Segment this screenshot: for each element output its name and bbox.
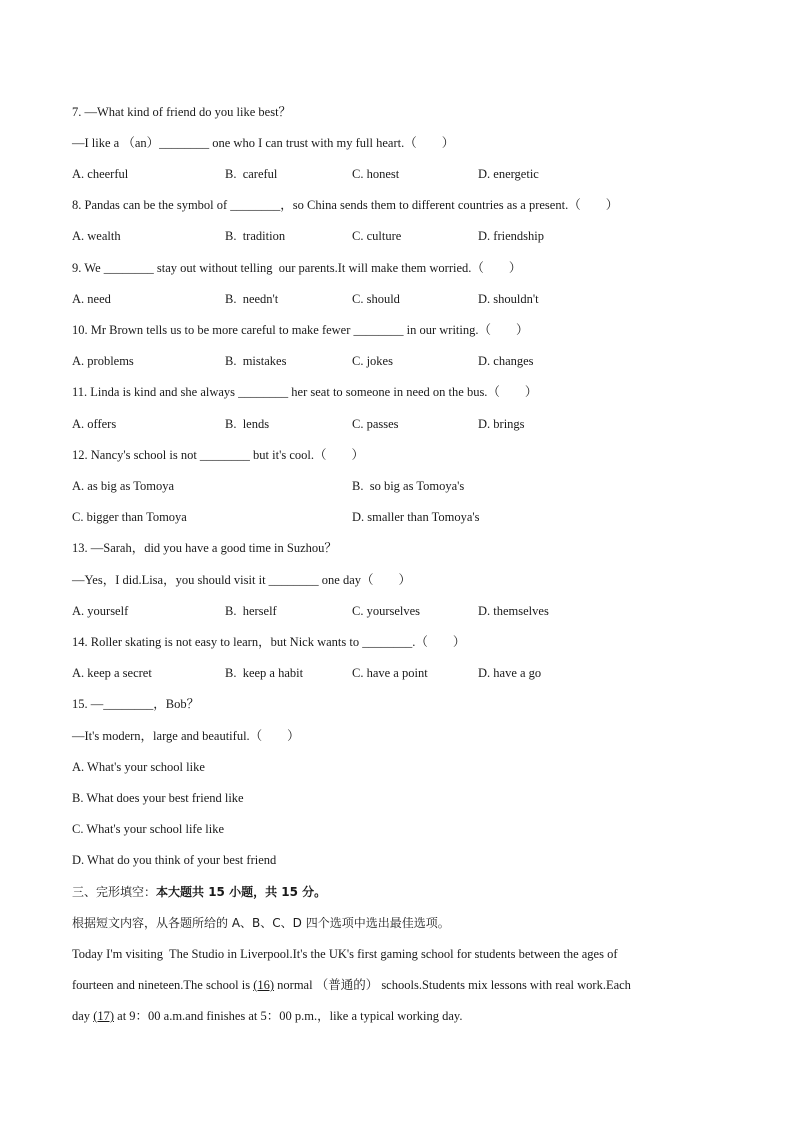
question-7-option-d[interactable]: D. energetic [478, 167, 539, 181]
blank-17: (17) [93, 1009, 115, 1023]
question-7-stem: 7. —What kind of friend do you like best？ [72, 105, 292, 119]
passage-line-3 [72, 1008, 462, 1024]
question-10-option-d[interactable]: D. changes [478, 354, 534, 368]
passage-line-1: Today I'm visiting The Studio in Liverpool.It's the UK's first gaming school for students between the ages of [72, 947, 618, 961]
question-8-option-c[interactable]: C. culture [352, 229, 402, 243]
question-10-option-c[interactable]: C. jokes [352, 354, 393, 368]
question-14-option-b[interactable]: B. keep a habit [225, 666, 304, 680]
passage-line-3-start: day [72, 1009, 94, 1023]
question-11-option-c[interactable]: C. passes [352, 417, 399, 431]
question-9-option-c[interactable]: C. should [352, 292, 400, 306]
blank-16: (16) [253, 978, 275, 992]
question-12-option-d[interactable]: D. smaller than Tomoya's [352, 510, 480, 524]
question-13-stem: 13. —Sarah，did you have a good time in Suzhou？ [72, 541, 337, 555]
question-15-option-c[interactable]: C. What's your school life like [72, 822, 224, 836]
question-11-option-d[interactable]: D. brings [478, 417, 525, 431]
question-14-stem: 14. Roller skating is not easy to learn，but Nick wants to ________.（ ） [72, 635, 466, 649]
question-15-option-b[interactable]: B. What does your best friend like [72, 791, 244, 805]
question-15-option-d[interactable]: D. What do you think of your best friend [72, 853, 277, 867]
question-13-option-a[interactable]: A. yourself [72, 604, 129, 618]
question-13-response: —Yes，I did.Lisa，you should visit it ________ one day（ ） [72, 573, 412, 587]
question-8-option-d[interactable]: D. friendship [478, 229, 544, 243]
question-8-option-b[interactable]: B. tradition [225, 229, 286, 243]
question-15-option-a[interactable]: A. What's your school like [72, 760, 205, 774]
question-13-option-c[interactable]: C. yourselves [352, 604, 421, 618]
question-12-stem: 12. Nancy's school is not ________ but it's cool.（ ） [72, 448, 364, 462]
question-14-option-c[interactable]: C. have a point [352, 666, 428, 680]
question-7-option-c[interactable]: C. honest [352, 167, 400, 181]
question-11-option-a[interactable]: A. offers [72, 417, 117, 431]
question-10-stem: 10. Mr Brown tells us to be more careful to make fewer ________ in our writing.（ ） [72, 323, 529, 337]
question-11-option-b[interactable]: B. lends [225, 417, 270, 431]
passage-line-3-end: at 9：00 a.m.and finishes at 5：00 p.m.，like a typical working day. [114, 1009, 463, 1023]
question-14-option-a[interactable]: A. keep a secret [72, 666, 152, 680]
passage-line-2-start: fourteen and nineteen.The school is [72, 978, 254, 992]
question-13-option-d[interactable]: D. themselves [478, 604, 549, 618]
question-11-stem: 11. Linda is kind and she always ________ her seat to someone in need on the bus.（ ） [72, 385, 538, 399]
question-10-option-a[interactable]: A. problems [72, 354, 134, 368]
question-8-stem: 8. Pandas can be the symbol of ________，so China sends them to different countries as a present.（ ） [72, 198, 619, 212]
question-10-option-b[interactable]: B. mistakes [225, 354, 287, 368]
section-heading [72, 884, 326, 900]
question-13-option-b[interactable]: B. herself [225, 604, 277, 618]
question-9-option-d[interactable]: D. shouldn't [478, 292, 539, 306]
question-9-option-a[interactable]: A. need [72, 292, 111, 306]
question-8-option-a[interactable]: A. wealth [72, 229, 121, 243]
passage-line-2-end: normal （普通的） schools.Students mix lessons with real work.Each [274, 978, 631, 992]
question-9-stem: 9. We ________ stay out without telling our parents.It will make them worried.（ ） [72, 261, 522, 275]
question-12-option-a[interactable]: A. as big as Tomoya [72, 479, 175, 493]
passage-line-2 [72, 977, 631, 993]
question-14-option-d[interactable]: D. have a go [478, 666, 542, 680]
section-title-bold: 本大题共 15 小题，共 15 分。 [156, 885, 327, 899]
question-7-response: —I like a （an）________ one who I can trust with my full heart.（ ） [72, 136, 455, 150]
question-7-option-a[interactable]: A. cheerful [72, 167, 129, 181]
question-7-option-b[interactable]: B. careful [225, 167, 278, 181]
question-15-response: —It's modern，large and beautiful.（ ） [72, 729, 300, 743]
section-prefix: 三、完形填空： [72, 885, 157, 899]
question-15-stem: 15. —________，Bob？ [72, 697, 200, 711]
question-12-option-b[interactable]: B. so big as Tomoya's [352, 479, 465, 493]
section-instruction: 根据短文内容，从各题所给的 A、B、C、D 四个选项中选出最佳选项。 [72, 916, 450, 930]
question-12-option-c[interactable]: C. bigger than Tomoya [72, 510, 187, 524]
question-9-option-b[interactable]: B. needn't [225, 292, 279, 306]
